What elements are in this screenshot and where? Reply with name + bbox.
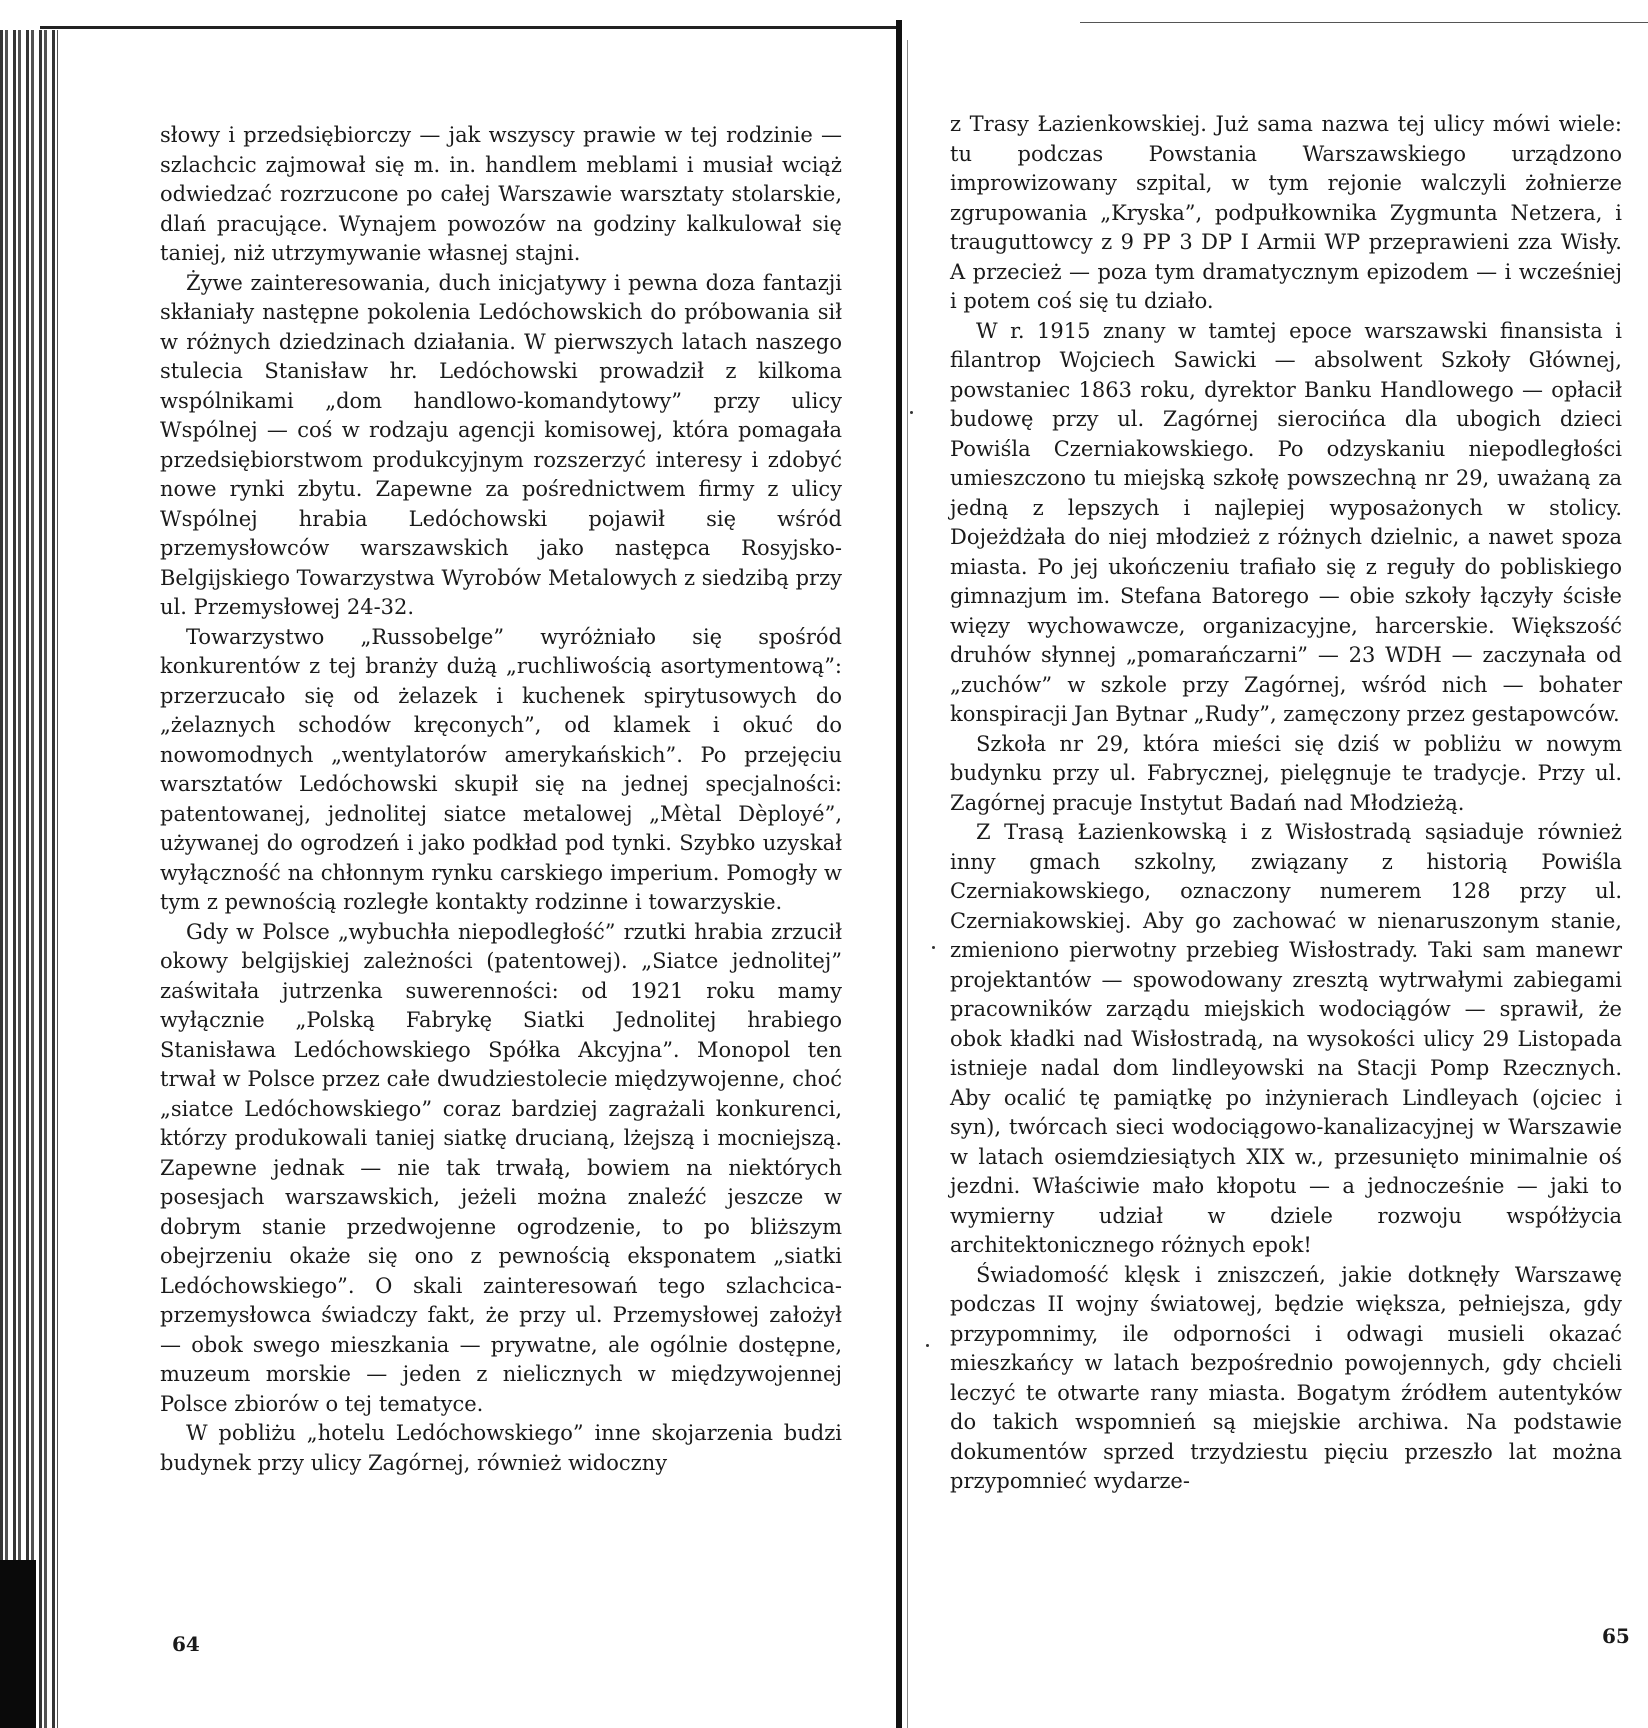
right-page-text (950, 110, 1622, 1497)
paragraph: W pobliżu „hotelu Ledóchowskiego” inne skojarzenia budzi budynek przy ulicy Zagórnej, również widoczny (160, 1421, 842, 1475)
paragraph: Z Trasą Łazienkowską i z Wisłostradą sąsiaduje również inny gmach szkolny, związany z historią Powiśla Czerniakowskiego, oznaczony numerem 128 przy ul. Czerniakowskiej. Aby go zachować w nienaruszonym stanie, zmieniono pierwotny przebieg Wisłostrady. Taki sam manewr projektantów — spowodowany zresztą wytrwałymi zabiegami pracowników zarządu miejskich wodociągów — sprawił, że obok kładki nad Wisłostradą, na wysokości ulicy 29 Listopada istnieje nadal dom lindleyowski na Stacji Pomp Rzecznych. Aby ocalić tę pamiątkę po inżynierach Lindleyach (ojciec i syn), twórcach sieci wodociągowo-kanalizacyjnej w Warszawie w latach osiemdziesiątych XIX w., przesunięto minimalnie oś jezdni. Właściwie mało kłopotu — a jednocześnie — jaki to wymierny udział w dziele rozwoju współżycia architektonicznego różnych epok! (950, 820, 1622, 1257)
page-number-left: 64 (172, 1632, 200, 1656)
binding-shadow (0, 30, 58, 1728)
page-gutter (896, 20, 902, 1728)
left-page-text (160, 121, 842, 1478)
page-gutter-edge (907, 40, 908, 1728)
top-edge-line-right (1080, 22, 1648, 23)
paragraph: z Trasy Łazienkowskiej. Już sama nazwa tej ulicy mówi wiele: tu podczas Powstania Warszawskiego urządzono improwizowany szpital, w tym rejonie walczyli żołnierze zgrupowania „Kryska”, podpułkownika Zygmunta Netzera, i trauguttowcy z 9 PP 3 DP I Armii WP przeprawieni zza Wisły. A przecież — poza tym dramatycznym epizodem — i wcześniej i potem coś się tu działo. (950, 112, 1622, 313)
paragraph: W r. 1915 znany w tamtej epoce warszawski finansista i filantrop Wojciech Sawicki — absolwent Szkoły Głównej, powstaniec 1863 roku, dyrektor Banku Handlowego — opłacił budowę przy ul. Zagórnej sierocińca dla ubogich dzieci Powiśla Czerniakowskiego. Po odzyskaniu niepodległości umieszczono tu miejską szkołę powszechną nr 29, uważaną za jedną z lepszych i najlepiej wyposażonych w stolicy. Dojeżdżała do niej młodzież z różnych dzielnic, a nawet spoza miasta. Po jej ukończeniu trafiało się z reguły do pobliskiego gimnazjum im. Stefana Batorego — obie szkoły łączyły ścisłe więzy wychowawcze, organizacyjne, harcerskie. Większość druhów słynnej „pomarańczarni” — 23 WDH — zaczynała od „zuchów” w szkole przy Zagórnej, wśród nich — bohater konspiracji Jan Bytnar „Rudy”, zamęczony przez gestapowców. (950, 318, 1622, 726)
paragraph: Szkoła nr 29, która mieści się dziś w pobliżu w nowym budynku przy ul. Fabrycznej, pielęgnuje te tradycje. Przy ul. Zagórnej pracuje Instytut Badań nad Młodzieżą. (950, 731, 1622, 815)
scan-speck (926, 1344, 929, 1347)
scan-speck (910, 411, 913, 414)
paragraph: Towarzystwo „Russobelge” wyróżniało się spośród konkurentów z tej branży dużą „ruchliwością asortymentową”: przerzucało się od żelazek i kuchenek spirytusowych do „żelaznych schodów kręconych”, od klamek i okuć do nowomodnych „wentylatorów amerykańskich”. Po przejęciu warsztatów Ledóchowski skupił się na jednej specjalności: patentowanej, jednolitej siatce metalowej „Mètal Dèployé”, używanej do ogrodzeń i jako podkład pod tynki. Szybko uzyskał wyłączność na chłonnym rynku carskiego imperium. Pomogły w tym z pewnością rozległe kontakty rodzinne i towarzyskie. (160, 624, 842, 914)
page-number-right: 65 (1602, 1624, 1630, 1648)
top-edge-line (40, 26, 900, 29)
paragraph: Świadomość klęsk i zniszczeń, jakie dotknęły Warszawę podczas II wojny światowej, będzie większa, pełniejsza, gdy przypomnimy, ile odporności i odwagi musieli okazać mieszkańcy w latach bezpośrednio powojennych, gdy chcieli leczyć te otwarte rany miasta. Bogatym źródłem autentyków do takich wspomnień są miejskie archiwa. Na podstawie dokumentów sprzed trzydziestu pięciu przeszło lat można przypomnieć wydarze- (950, 1262, 1622, 1493)
paragraph: słowy i przedsiębiorczy — jak wszyscy prawie w tej rodzinie — szlachcic zajmował się m. in. handlem meblami i musiał wciąż odwiedzać rozrzucone po całej Warszawie warsztaty stolarskie, dlań pracujące. Wynajem powozów na godziny kalkulował się taniej, niż utrzymywanie własnej stajni. (160, 123, 842, 265)
scan-edge-dark (0, 1560, 36, 1728)
paragraph: Żywe zainteresowania, duch inicjatywy i pewna doza fantazji skłaniały następne pokolenia Ledóchowskich do próbowania sił w różnych dziedzinach działania. W pierwszych latach naszego stulecia Stanisław hr. Ledóchowski prowadził z kilkoma wspólnikami „dom handlowo-komandytowy” przy ulicy Wspólnej — coś w rodzaju agencji komisowej, która pomagała przedsiębiorstwom produkcyjnym rozszerzyć interesy i zdobyć nowe rynki zbytu. Zapewne za pośrednictwem firmy z ulicy Wspólnej hrabia Ledóchowski pojawił się wśród przemysłowców warszawskich jako następca Rosyjsko-Belgijskiego Towarzystwa Wyrobów Metalowych z siedzibą przy ul. Przemysłowej 24-32. (160, 270, 842, 619)
scan-speck (932, 946, 935, 949)
paragraph: Gdy w Polsce „wybuchła niepodległość” rzutki hrabia zrzucił okowy belgijskiej zależności (patentowej). „Siatce jednolitej” zaświtała jutrzenka suwerenności: od 1921 roku mamy wyłącznie „Polską Fabrykę Siatki Jednolitej hrabiego Stanisława Ledóchowskiego Spółka Akcyjna”. Monopol ten trwał w Polsce przez całe dwudziestolecie międzywojenne, choć „siatce Ledóchowskiego” coraz bardziej zagrażali konkurenci, którzy produkowali taniej siatkę drucianą, lżejszą i mocniejszą. Zapewne jednak — nie tak trwałą, bowiem na niektórych posesjach warszawskich, jeżeli można znaleźć jeszcze w dobrym stanie przedwojenne ogrodzenie, to po bliższym obejrzeniu okaże się ono z pewnością eksponatem „siatki Ledóchowskiego”. O skali zainteresowań tego szlachcica-przemysłowca świadczy fakt, że przy ul. Przemysłowej założył — obok swego mieszkania — prywatne, ale ogólnie dostępne, muzeum morskie — jeden z nielicznych w międzywojennej Polsce zbiorów o tej tematyce. (160, 919, 842, 1416)
